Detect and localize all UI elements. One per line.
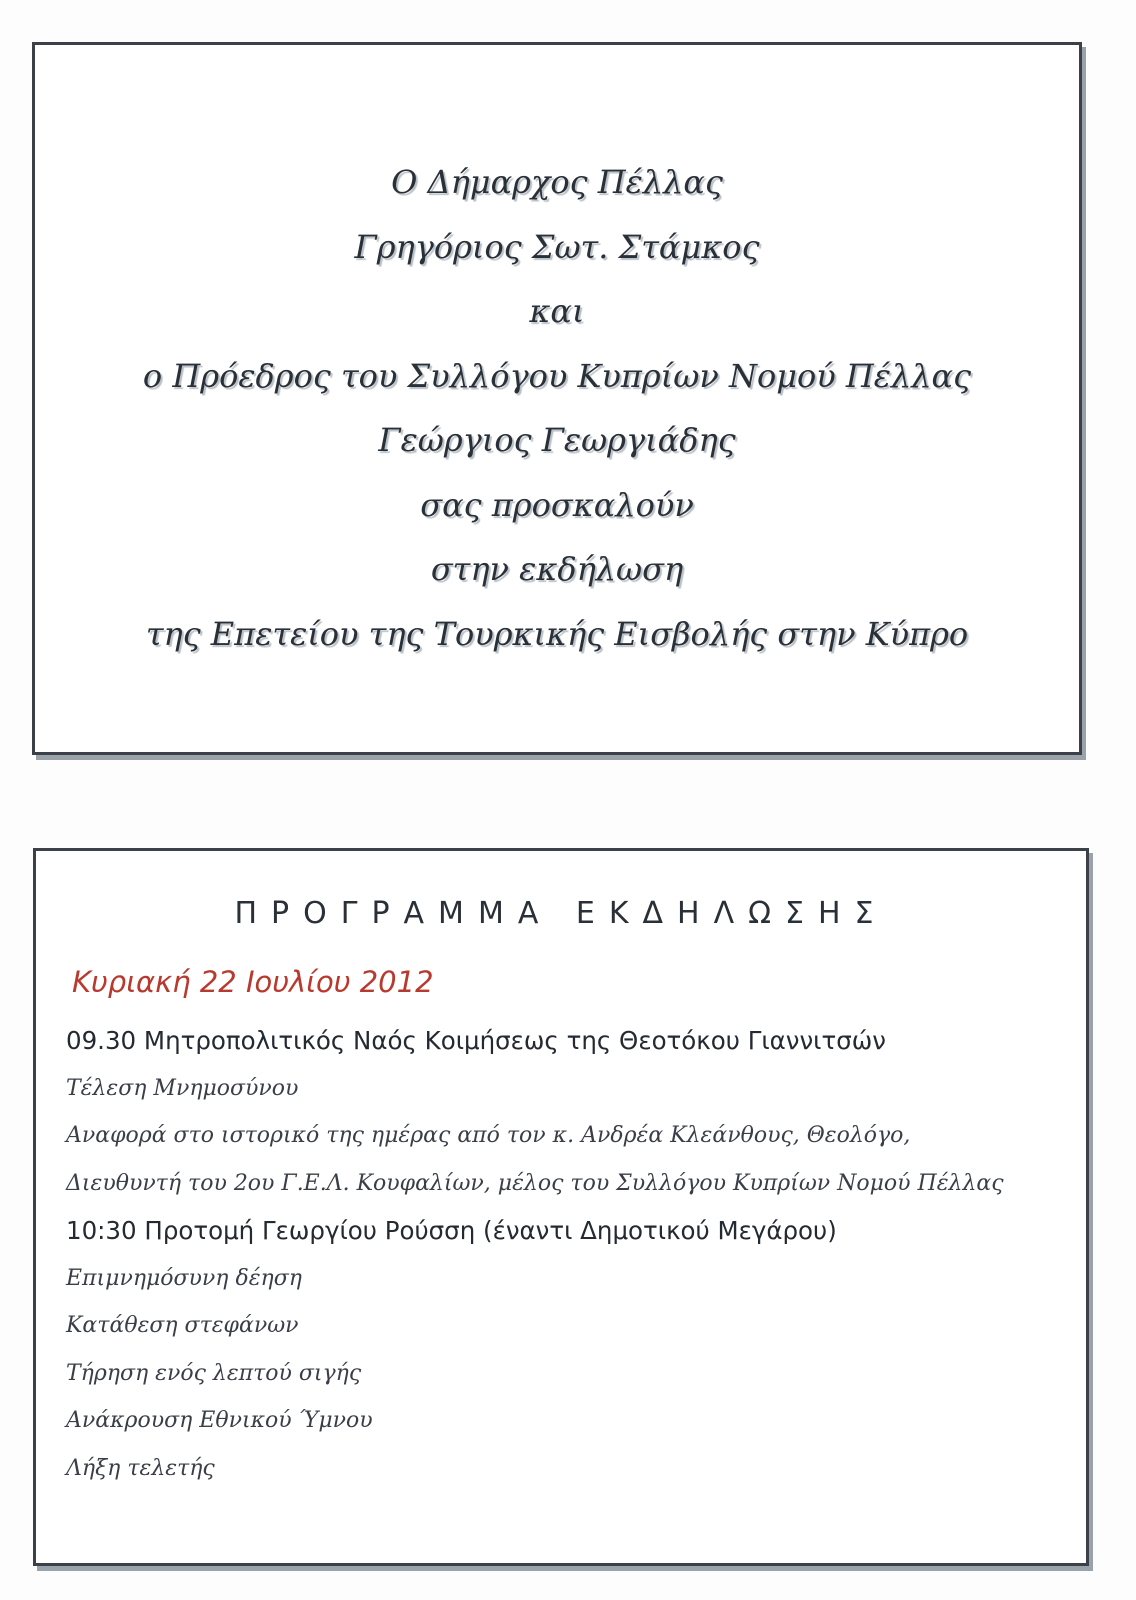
program-item-bust: 10:30 Προτομή Γεωργίου Ρούσση (έναντι Δημοτικού Μεγάρου) <box>66 1216 837 1245</box>
invitation-event-line: στην εκδήλωση <box>430 550 684 588</box>
program-item-church: 09.30 Μητροπολιτικός Ναός Κοιμήσεως της Θεοτόκου Γιαννιτσών <box>66 1026 886 1055</box>
invitation-occasion-line: της Επετείου της Τουρκικής Εισβολής στην Κύπρο <box>145 614 969 653</box>
invitation-president-line: ο Πρόεδρος του Συλλόγου Κυπρίων Νομού Πέλλας <box>142 356 972 395</box>
program-item-wreaths: Κατάθεση στεφάνων <box>66 1313 299 1338</box>
program-item-speaker: Διευθυντή του 2ου Γ.Ε.Λ. Κουφαλίων, μέλος του Συλλόγου Κυπρίων Νομού Πέλλας <box>66 1170 1004 1196</box>
invitation-mayor-name: Γρηγόριος Σωτ. Στάμκος <box>354 227 760 266</box>
program-title: ΠΡΟΓΡΑΜΜΑ ΕΚΔΗΛΩΣΗΣ <box>234 896 888 931</box>
program-item-prayer: Επιμνημόσυνη δέηση <box>66 1265 302 1291</box>
program-item-silence: Τήρηση ενός λεπτού σιγής <box>66 1360 362 1386</box>
invitation-mayor-line: Ο Δήμαρχος Πέλλας <box>391 163 723 201</box>
program-item-anthem: Ανάκρουση Εθνικού Ύμνου <box>66 1408 373 1433</box>
program-date: Κυριακή 22 Ιουλίου 2012 <box>72 965 434 999</box>
program-items <box>66 1019 1076 1494</box>
program-item-speech: Αναφορά στο ιστορικό της ημέρας από τον κ. Ανδρέα Κλεάνθους, Θεολόγο, <box>66 1123 911 1148</box>
program-card <box>33 848 1089 1566</box>
invitation-conjunction: και <box>529 292 585 330</box>
invitation-president-name: Γεώργιος Γεωργιάδης <box>378 421 736 459</box>
invitation-card <box>32 42 1082 755</box>
invitation-invite-line: σας προσκαλούν <box>420 485 694 524</box>
invitation-text <box>35 150 1079 666</box>
program-item-memorial: Τέλεση Μνημοσύνου <box>66 1075 299 1101</box>
program-item-end: Λήξη τελετής <box>66 1455 215 1481</box>
